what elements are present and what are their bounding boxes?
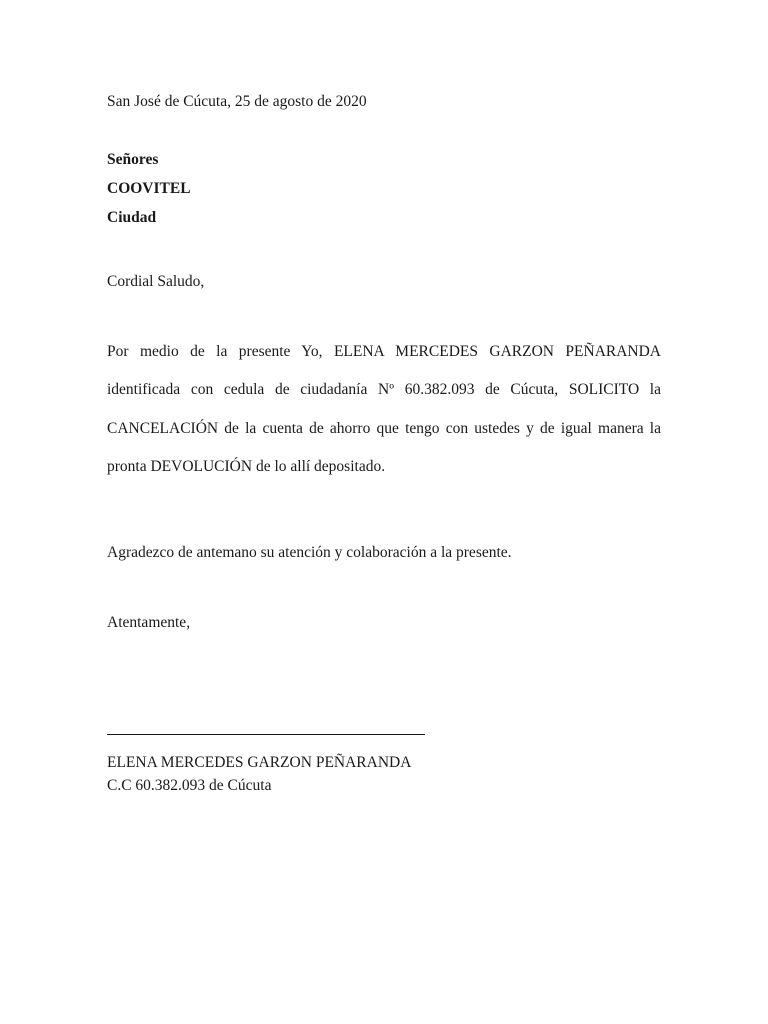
closing: Atentamente, — [107, 614, 191, 631]
recipient-line-2: COOVITEL — [107, 180, 191, 197]
recipient-line-3: Ciudad — [107, 209, 157, 226]
thanks-line: Agradezco de antemano su atención y colaboración a la presente. — [107, 544, 512, 561]
body-line-1: Por medio de la presente Yo, ELENA MERCEDES GARZON PEÑARANDA — [107, 343, 661, 360]
body-line-2: identificada con cedula de ciudadanía Nº 60.382.093 de Cúcuta, SOLICITO la — [107, 381, 661, 398]
body-line-4: pronta DEVOLUCIÓN de lo allí depositado. — [107, 458, 386, 475]
recipient-line-1: Señores — [107, 151, 159, 168]
signature-name: ELENA MERCEDES GARZON PEÑARANDA — [107, 754, 412, 771]
body-line-3: CANCELACIÓN de la cuenta de ahorro que tengo con ustedes y de igual manera la — [107, 420, 661, 437]
place-date: San José de Cúcuta, 25 de agosto de 2020 — [107, 93, 367, 110]
signature-line — [107, 734, 425, 735]
signature-id: C.C 60.382.093 de Cúcuta — [107, 777, 272, 794]
greeting: Cordial Saludo, — [107, 273, 205, 290]
